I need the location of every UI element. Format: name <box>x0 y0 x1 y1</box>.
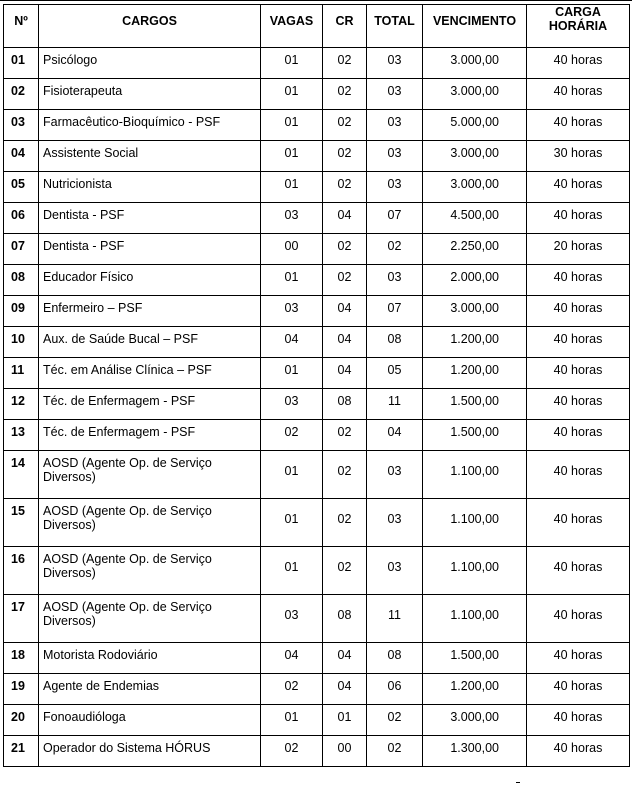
table-row <box>4 643 630 674</box>
cell-num: 05 <box>4 172 39 203</box>
table-row <box>4 265 630 296</box>
cell-carga-horaria: 40 horas <box>527 420 630 451</box>
cell-num: 19 <box>4 674 39 705</box>
cell-total: 07 <box>367 296 423 327</box>
cell-cr: 02 <box>323 172 367 203</box>
cargos-table <box>3 4 630 767</box>
cell-cargo: Motorista Rodoviário <box>39 643 261 674</box>
table-row <box>4 705 630 736</box>
cell-cargo: Dentista - PSF <box>39 234 261 265</box>
cell-carga-horaria: 40 horas <box>527 643 630 674</box>
cell-vagas: 03 <box>261 296 323 327</box>
cell-cargo: AOSD (Agente Op. de Serviço Diversos) <box>39 595 261 643</box>
cell-vencimento: 3.000,00 <box>423 172 527 203</box>
cell-cr: 04 <box>323 203 367 234</box>
cell-vagas: 02 <box>261 736 323 767</box>
cell-cr: 08 <box>323 389 367 420</box>
cell-num: 13 <box>4 420 39 451</box>
cell-total: 03 <box>367 110 423 141</box>
table-row <box>4 389 630 420</box>
cell-vencimento: 2.000,00 <box>423 265 527 296</box>
cell-num: 18 <box>4 643 39 674</box>
cell-carga-horaria: 40 horas <box>527 203 630 234</box>
cell-cargo: Dentista - PSF <box>39 203 261 234</box>
cell-cargo: Enfermeiro – PSF <box>39 296 261 327</box>
cell-cr: 02 <box>323 79 367 110</box>
cell-vencimento: 1.100,00 <box>423 595 527 643</box>
cell-cr: 02 <box>323 420 367 451</box>
cell-total: 03 <box>367 547 423 595</box>
table-row <box>4 358 630 389</box>
cell-vagas: 01 <box>261 48 323 79</box>
table-row <box>4 110 630 141</box>
cell-carga-horaria: 40 horas <box>527 674 630 705</box>
table-row <box>4 48 630 79</box>
cell-vencimento: 1.100,00 <box>423 499 527 547</box>
cell-num: 20 <box>4 705 39 736</box>
cell-cr: 08 <box>323 595 367 643</box>
cell-carga-horaria: 40 horas <box>527 499 630 547</box>
cell-vagas: 01 <box>261 547 323 595</box>
cell-vencimento: 1.500,00 <box>423 420 527 451</box>
header-carga-line1: CARGA <box>555 5 601 19</box>
table-row <box>4 234 630 265</box>
header-num: Nº <box>4 5 39 48</box>
footer-mark <box>516 782 520 787</box>
cell-total: 03 <box>367 48 423 79</box>
table-row <box>4 595 630 643</box>
table-row <box>4 141 630 172</box>
cell-carga-horaria: 40 horas <box>527 79 630 110</box>
cell-vagas: 03 <box>261 595 323 643</box>
cell-cargo: Fisioterapeuta <box>39 79 261 110</box>
cell-vagas: 01 <box>261 172 323 203</box>
cell-num: 08 <box>4 265 39 296</box>
table-row <box>4 736 630 767</box>
cell-num: 07 <box>4 234 39 265</box>
cell-vencimento: 1.500,00 <box>423 643 527 674</box>
cell-cargo: Farmacêutico-Bioquímico - PSF <box>39 110 261 141</box>
cell-vencimento: 3.000,00 <box>423 79 527 110</box>
cell-vencimento: 1.200,00 <box>423 358 527 389</box>
cell-carga-horaria: 40 horas <box>527 705 630 736</box>
cell-vencimento: 1.500,00 <box>423 389 527 420</box>
cell-cargo: Aux. de Saúde Bucal – PSF <box>39 327 261 358</box>
cell-total: 08 <box>367 643 423 674</box>
cell-carga-horaria: 40 horas <box>527 358 630 389</box>
cell-total: 04 <box>367 420 423 451</box>
table-row <box>4 451 630 499</box>
cell-cr: 02 <box>323 499 367 547</box>
header-total: TOTAL <box>367 5 423 48</box>
cell-num: 02 <box>4 79 39 110</box>
table-row <box>4 674 630 705</box>
cell-num: 01 <box>4 48 39 79</box>
cell-carga-horaria: 40 horas <box>527 451 630 499</box>
cell-vencimento: 1.200,00 <box>423 327 527 358</box>
header-vagas: VAGAS <box>261 5 323 48</box>
cell-num: 04 <box>4 141 39 172</box>
cell-num: 03 <box>4 110 39 141</box>
cell-carga-horaria: 40 horas <box>527 265 630 296</box>
cell-cr: 02 <box>323 110 367 141</box>
cell-cr: 04 <box>323 296 367 327</box>
cell-cargo: Educador Físico <box>39 265 261 296</box>
table-row <box>4 420 630 451</box>
table-row <box>4 499 630 547</box>
table-row <box>4 547 630 595</box>
cell-cargo: Psicólogo <box>39 48 261 79</box>
cell-cargo: Assistente Social <box>39 141 261 172</box>
table-row <box>4 172 630 203</box>
cell-total: 02 <box>367 705 423 736</box>
cell-vagas: 01 <box>261 451 323 499</box>
cell-cargo: Agente de Endemias <box>39 674 261 705</box>
cell-cr: 04 <box>323 358 367 389</box>
cell-carga-horaria: 40 horas <box>527 327 630 358</box>
cell-num: 15 <box>4 499 39 547</box>
cell-num: 12 <box>4 389 39 420</box>
cell-total: 02 <box>367 234 423 265</box>
cell-vagas: 04 <box>261 327 323 358</box>
cell-total: 03 <box>367 499 423 547</box>
header-vencimento: VENCIMENTO <box>423 5 527 48</box>
cell-vagas: 01 <box>261 358 323 389</box>
cell-vagas: 04 <box>261 643 323 674</box>
cell-vagas: 03 <box>261 389 323 420</box>
cell-num: 21 <box>4 736 39 767</box>
table-header-row <box>4 5 630 48</box>
table-row <box>4 203 630 234</box>
cell-carga-horaria: 20 horas <box>527 234 630 265</box>
cell-cr: 00 <box>323 736 367 767</box>
cell-carga-horaria: 40 horas <box>527 48 630 79</box>
cell-carga-horaria: 40 horas <box>527 547 630 595</box>
table-row <box>4 79 630 110</box>
cell-cargo: AOSD (Agente Op. de Serviço Diversos) <box>39 499 261 547</box>
cell-cr: 04 <box>323 643 367 674</box>
table-row <box>4 327 630 358</box>
cell-vagas: 01 <box>261 499 323 547</box>
cell-vagas: 01 <box>261 141 323 172</box>
header-carga-horaria <box>527 5 630 48</box>
cell-num: 06 <box>4 203 39 234</box>
cell-cargo: Téc. de Enfermagem - PSF <box>39 420 261 451</box>
table-row <box>4 296 630 327</box>
cell-vagas: 02 <box>261 674 323 705</box>
cell-total: 06 <box>367 674 423 705</box>
cell-total: 03 <box>367 172 423 203</box>
cell-vagas: 02 <box>261 420 323 451</box>
cell-total: 03 <box>367 141 423 172</box>
cell-num: 11 <box>4 358 39 389</box>
cell-vagas: 03 <box>261 203 323 234</box>
cell-vencimento: 5.000,00 <box>423 110 527 141</box>
cell-vagas: 01 <box>261 79 323 110</box>
cell-vencimento: 1.300,00 <box>423 736 527 767</box>
table-body <box>4 48 630 767</box>
cell-num: 10 <box>4 327 39 358</box>
cell-total: 11 <box>367 595 423 643</box>
cell-cr: 01 <box>323 705 367 736</box>
cell-num: 16 <box>4 547 39 595</box>
cell-carga-horaria: 40 horas <box>527 736 630 767</box>
cell-total: 03 <box>367 451 423 499</box>
cell-cargo: Fonoaudiólogа <box>39 705 261 736</box>
cell-num: 14 <box>4 451 39 499</box>
cell-cargo: AOSD (Agente Op. de Serviço Diversos) <box>39 547 261 595</box>
cell-vagas: 01 <box>261 705 323 736</box>
cell-cr: 02 <box>323 234 367 265</box>
cell-carga-horaria: 40 horas <box>527 595 630 643</box>
cell-total: 03 <box>367 265 423 296</box>
cell-cargo: Operador do Sistema HÓRUS <box>39 736 261 767</box>
cell-cargo: Téc. de Enfermagem - PSF <box>39 389 261 420</box>
cell-total: 03 <box>367 79 423 110</box>
cell-total: 02 <box>367 736 423 767</box>
cell-cargo: AOSD (Agente Op. de Serviço Diversos) <box>39 451 261 499</box>
cell-cr: 02 <box>323 48 367 79</box>
cell-carga-horaria: 40 horas <box>527 110 630 141</box>
cell-vencimento: 3.000,00 <box>423 296 527 327</box>
cell-vencimento: 2.250,00 <box>423 234 527 265</box>
cell-num: 09 <box>4 296 39 327</box>
cell-total: 08 <box>367 327 423 358</box>
cell-cargo: Téc. em Análise Clínica – PSF <box>39 358 261 389</box>
cell-cr: 02 <box>323 547 367 595</box>
top-rule <box>0 0 632 1</box>
cell-cargo: Nutricionista <box>39 172 261 203</box>
header-carga-line2: HORÁRIA <box>548 19 608 33</box>
cell-cr: 02 <box>323 265 367 296</box>
cell-vagas: 00 <box>261 234 323 265</box>
cell-carga-horaria: 40 horas <box>527 389 630 420</box>
cell-carga-horaria: 40 horas <box>527 296 630 327</box>
cell-cr: 04 <box>323 327 367 358</box>
cell-vencimento: 3.000,00 <box>423 705 527 736</box>
cell-cr: 02 <box>323 451 367 499</box>
cell-total: 11 <box>367 389 423 420</box>
cell-vencimento: 1.200,00 <box>423 674 527 705</box>
cell-vencimento: 3.000,00 <box>423 141 527 172</box>
cell-num: 17 <box>4 595 39 643</box>
header-cargos: CARGOS <box>39 5 261 48</box>
cell-cr: 04 <box>323 674 367 705</box>
cell-total: 05 <box>367 358 423 389</box>
cell-vencimento: 1.100,00 <box>423 547 527 595</box>
cell-cr: 02 <box>323 141 367 172</box>
cell-vencimento: 3.000,00 <box>423 48 527 79</box>
cell-total: 07 <box>367 203 423 234</box>
header-cr: CR <box>323 5 367 48</box>
cell-vencimento: 4.500,00 <box>423 203 527 234</box>
cell-carga-horaria: 40 horas <box>527 172 630 203</box>
cell-carga-horaria: 30 horas <box>527 141 630 172</box>
cell-vencimento: 1.100,00 <box>423 451 527 499</box>
cell-vagas: 01 <box>261 110 323 141</box>
cell-vagas: 01 <box>261 265 323 296</box>
